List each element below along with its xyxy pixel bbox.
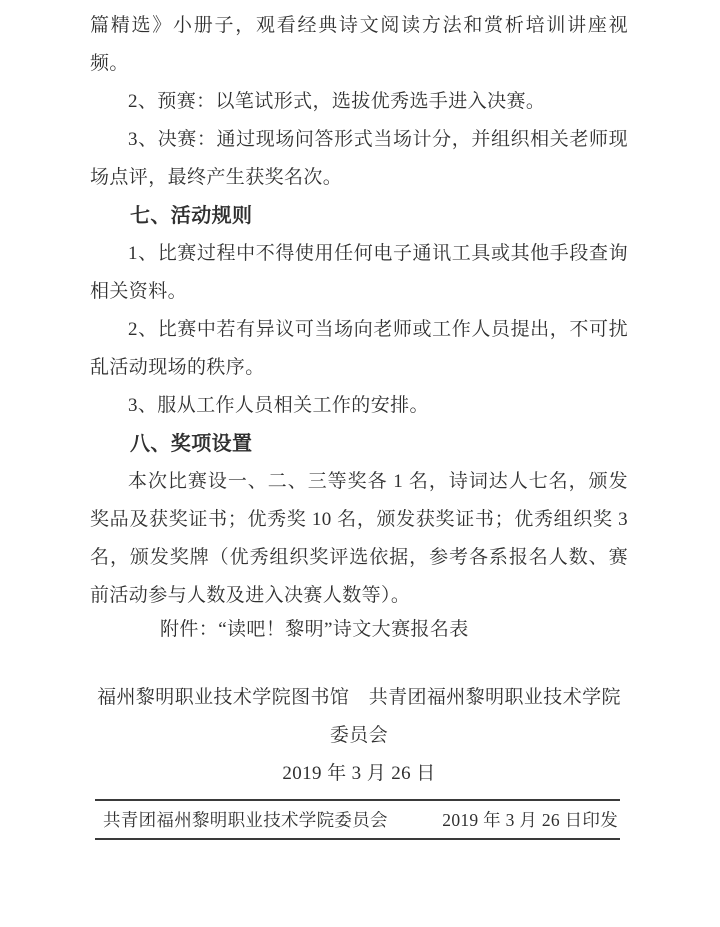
footer-bottom-rule bbox=[95, 838, 620, 840]
signature-block bbox=[90, 679, 628, 793]
footer-issuer: 共青团福州黎明职业技术学院委员会 bbox=[103, 810, 388, 830]
footer-print-date: 2019 年 3 月 26 日印发 bbox=[442, 810, 618, 830]
document-footer bbox=[95, 799, 620, 840]
signature-date: 2019 年 3 月 26 日 bbox=[282, 763, 436, 784]
paragraph-final-round: 3、决赛：通过现场问答形式当场计分，并组织相关老师现场点评，最终产生获奖名次。 bbox=[90, 129, 628, 188]
paragraph-rule-3: 3、服从工作人员相关工作的安排。 bbox=[128, 395, 429, 416]
attachment-line: 附件：“读吧！黎明”诗文大赛报名表 bbox=[160, 619, 469, 640]
signature-issuers: 福州黎明职业技术学院图书馆 共青团福州黎明职业技术学院委员会 bbox=[97, 687, 621, 746]
paragraph-awards-detail: 本次比赛设一、二、三等奖各 1 名，诗词达人七名，颁发奖品及获奖证书；优秀奖 10 名，颁发获奖证书；优秀组织奖 3 名，颁发奖牌（优秀组织奖评选依据，参考各系报名人数、赛前活动参与人数及进入决赛人数等）。 bbox=[90, 471, 628, 606]
footer-text-row bbox=[95, 801, 620, 838]
section-heading-activity-rules: 七、活动规则 bbox=[130, 205, 253, 227]
paragraph-preliminary-round: 2、预赛：以笔试形式，选拔优秀选手进入决赛。 bbox=[128, 91, 546, 112]
paragraph-rule-1: 1、比赛过程中不得使用任何电子通讯工具或其他手段查询相关资料。 bbox=[90, 243, 628, 302]
paragraph-continuation: 篇精选》小册子，观看经典诗文阅读方法和赏析培训讲座视频。 bbox=[90, 15, 628, 74]
paragraph-rule-2: 2、比赛中若有异议可当场向老师或工作人员提出，不可扰乱活动现场的秩序。 bbox=[90, 319, 628, 378]
section-heading-awards: 八、奖项设置 bbox=[130, 433, 253, 455]
